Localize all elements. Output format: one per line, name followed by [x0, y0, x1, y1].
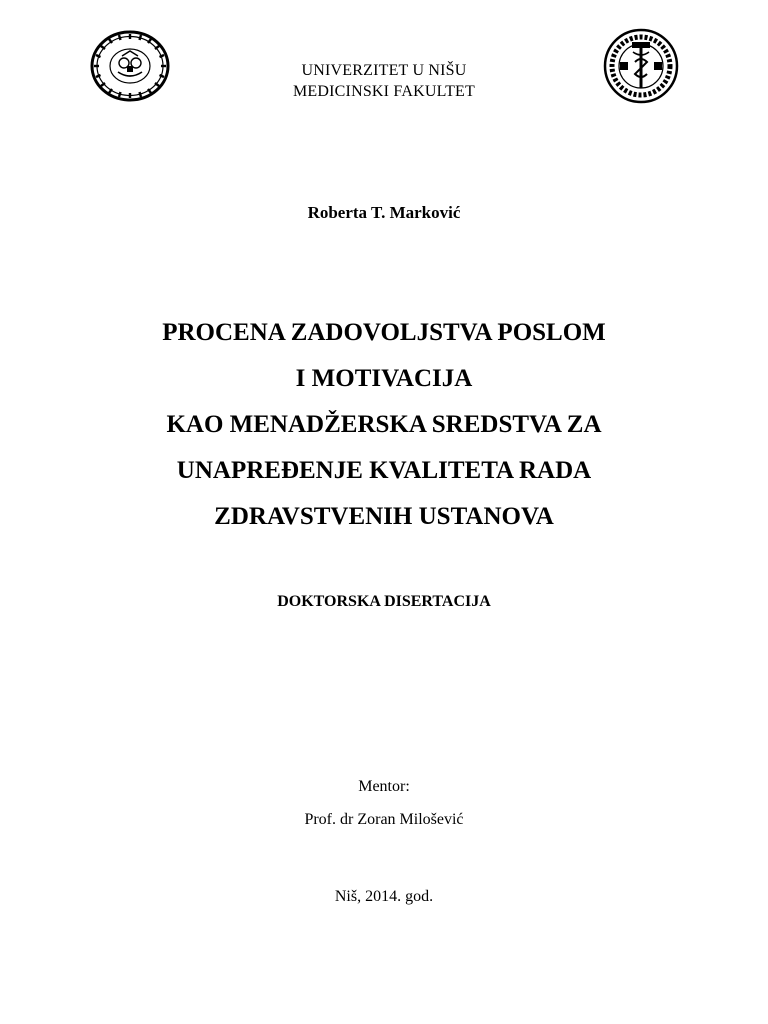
title-line: KAO MENADŽERSKA SREDSTVA ZA — [166, 411, 602, 438]
university-name: UNIVERZITET U NIŠU — [301, 62, 467, 79]
title-line: ZDRAVSTVENIH USTANOVA — [214, 503, 554, 530]
faculty-name: MEDICINSKI FAKULTET — [292, 83, 476, 100]
title-line: UNAPREĐENJE KVALITETA RADA — [176, 457, 592, 484]
title-line: PROCENA ZADOVOLJSTVA POSLOM — [162, 319, 606, 346]
place-date: Niš, 2014. god. — [334, 888, 434, 905]
title-line: I MOTIVACIJA — [295, 365, 473, 392]
author-name: Roberta T. Marković — [307, 203, 461, 222]
mentor-label: Mentor: — [358, 778, 410, 795]
institution-header — [0, 60, 768, 102]
mentor-block — [0, 770, 768, 836]
thesis-title — [0, 310, 768, 540]
document-type: DOKTORSKA DISERTACIJA — [277, 593, 491, 610]
mentor-name: Prof. dr Zoran Milošević — [304, 811, 464, 828]
